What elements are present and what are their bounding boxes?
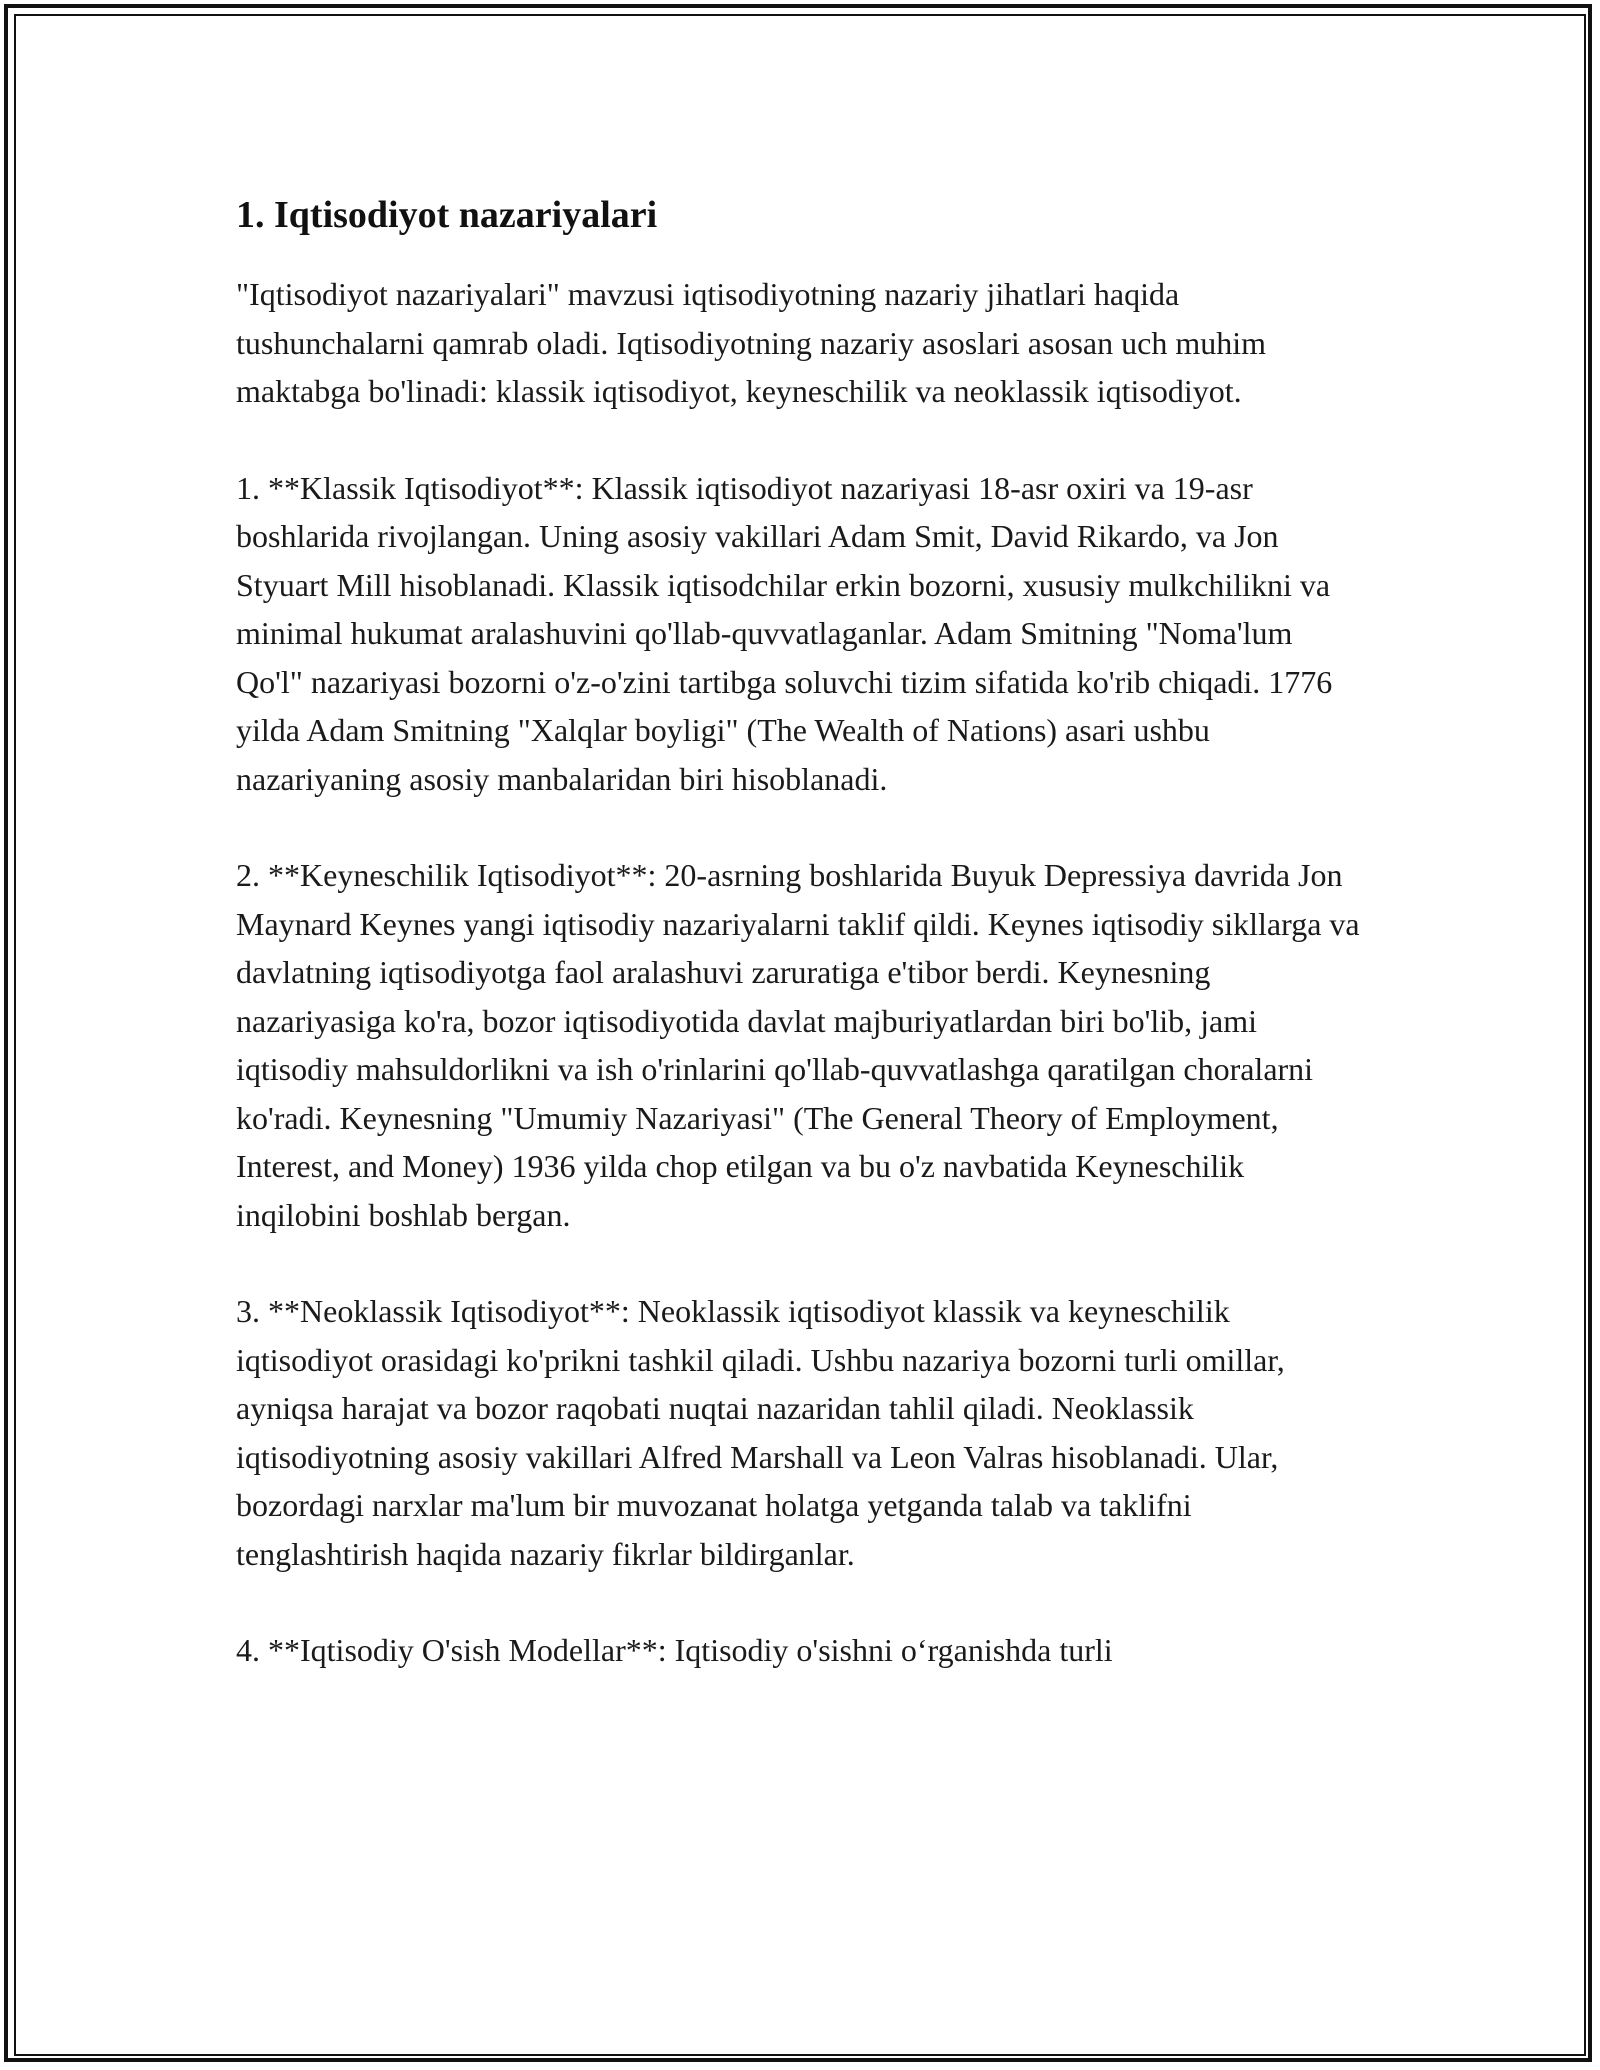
paragraph-keynesian-economics: 2. **Keyneschilik Iqtisodiyot**: 20-asrning boshlarida Buyuk Depressiya davrida Jon Maynard Keynes yangi iqtisodiy nazariyalarni taklif qildi. Keynes iqtisodiy sikllarga va davlatning iqtisodiyotga faol aralashuvi zaruratiga e'tibor berdi. Keynesning nazariyasiga ko'ra, bozor iqtisodiyotida davlat majburiyatlardan biri bo'lib, jami iqtisodiy mahsuldorlikni va ish o'rinlarini qo'llab-quvvatlashga qaratilgan choralarni ko'radi. Keynesning "Umumiy Nazariyasi" (The General Theory of Employment, Interest, and Money) 1936 yilda chop etilgan va bu o'z navbatida Keyneschilik inqilobini boshlab bergan. [236, 857, 1360, 1233]
document-title: 1. Iqtisodiyot nazariyalari [236, 194, 658, 236]
paragraph-growth-models: 4. **Iqtisodiy O'sish Modellar**: Iqtisodiy o'sishni o‘rganishda turli [236, 1632, 1113, 1668]
document-body [236, 190, 1366, 1723]
paragraph-classical-economics: 1. **Klassik Iqtisodiyot**: Klassik iqtisodiyot nazariyasi 18-asr oxiri va 19-asr boshlarida rivojlangan. Uning asosiy vakillari Adam Smit, David Rikardo, va Jon Styuart Mill hisoblanadi. Klassik iqtisodchilar erkin bozorni, xususiy mulkchilikni va minimal hukumat aralashuvini qo'llab-quvvatlaganlar. Adam Smitning "Noma'lum Qo'l" nazariyasi bozorni o'z-o'zini tartibga soluvchi tizim sifatida ko'rib chiqadi. 1776 yilda Adam Smitning "Xalqlar boyligi" (The Wealth of Nations) asari ushbu nazariyaning asosiy manbalaridan biri hisoblanadi. [236, 469, 1333, 797]
intro-paragraph: "Iqtisodiyot nazariyalari" mavzusi iqtisodiyotning nazariy jihatlari haqida tushunchalarni qamrab oladi. Iqtisodiyotning nazariy asoslari asosan uch muhim maktabga bo'linadi: klassik iqtisodiyot, keyneschilik va neoklassik iqtisodiyot. [236, 276, 1266, 409]
paragraph-neoclassical-economics: 3. **Neoklassik Iqtisodiyot**: Neoklassik iqtisodiyot klassik va keyneschilik iqtisodiyot orasidagi ko'prikni tashkil qiladi. Ushbu nazariya bozorni turli omillar, ayniqsa harajat va bozor raqobati nuqtai nazaridan tahlil qiladi. Neoklassik iqtisodiyotning asosiy vakillari Alfred Marshall va Leon Valras hisoblanadi. Ular, bozordagi narxlar ma'lum bir muvozanat holatga yetganda talab va taklifni tenglashtirish haqida nazariy fikrlar bildirganlar. [236, 1293, 1285, 1572]
